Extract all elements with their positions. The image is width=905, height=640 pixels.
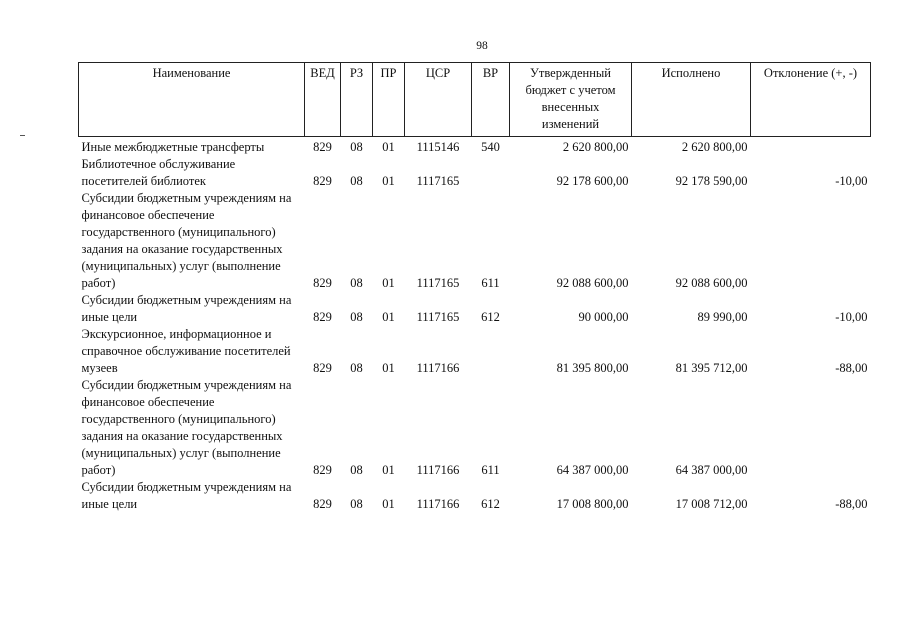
cell-pr: 01 — [382, 463, 395, 477]
cell-name: Экскурсионное, информационное и справочное обслуживание посетителей музеев — [81, 327, 291, 375]
cell-executed: 89 990,00 — [697, 310, 748, 324]
cell-rz: 08 — [350, 140, 363, 154]
cell-ved: 829 — [313, 276, 332, 290]
cell-name: Субсидии бюджетным учреждениям на финансовое обеспечение государственного (муниципального) задания на оказание государственных (муниципальных) услуг (выполнение работ) — [81, 378, 292, 477]
table-header-row — [79, 63, 871, 137]
cell-deviation: -10,00 — [835, 310, 868, 324]
table-row — [79, 326, 871, 377]
cell-vr: 612 — [481, 310, 500, 324]
cell-vr — [472, 156, 510, 190]
budget-table — [78, 62, 871, 513]
cell-approved: 92 088 600,00 — [556, 276, 629, 290]
header-csr: ЦСР — [405, 63, 472, 137]
header-ved: ВЕД — [305, 63, 341, 137]
cell-executed: 64 387 000,00 — [675, 463, 748, 477]
cell-vr: 611 — [481, 463, 500, 477]
table-row — [79, 137, 871, 157]
header-name: Наименование — [79, 63, 305, 137]
cell-approved: 17 008 800,00 — [556, 497, 629, 511]
cell-ved: 829 — [313, 310, 332, 324]
cell-deviation: -88,00 — [835, 497, 868, 511]
cell-approved: 90 000,00 — [578, 310, 629, 324]
cell-rz: 08 — [350, 361, 363, 375]
cell-vr: 611 — [481, 276, 500, 290]
cell-rz: 08 — [350, 463, 363, 477]
table-body — [79, 137, 871, 514]
table-row — [79, 292, 871, 326]
cell-csr: 1117165 — [416, 276, 460, 290]
cell-name: Субсидии бюджетным учреждениям на иные цели — [81, 480, 292, 511]
cell-csr: 1117166 — [416, 463, 460, 477]
cell-executed: 2 620 800,00 — [681, 140, 748, 154]
table-row — [79, 377, 871, 479]
cell-ved: 829 — [313, 497, 332, 511]
table-row — [79, 156, 871, 190]
cell-name: Иные межбюджетные трансферты — [81, 140, 265, 154]
cell-approved: 64 387 000,00 — [556, 463, 629, 477]
cell-vr — [472, 326, 510, 377]
cell-pr: 01 — [382, 140, 395, 154]
cell-rz: 08 — [350, 174, 363, 188]
cell-csr: 1117165 — [416, 174, 460, 188]
cell-pr: 01 — [382, 310, 395, 324]
header-approved: Утвержденный бюджет с учетом внесенных изменений — [510, 63, 632, 137]
cell-deviation — [751, 137, 871, 157]
cell-rz: 08 — [350, 497, 363, 511]
cell-csr: 1117166 — [416, 497, 460, 511]
cell-executed: 92 178 590,00 — [675, 174, 748, 188]
table-row — [79, 479, 871, 513]
cell-deviation: -88,00 — [835, 361, 868, 375]
table-row — [79, 190, 871, 292]
cell-pr: 01 — [382, 174, 395, 188]
cell-approved: 92 178 600,00 — [556, 174, 629, 188]
cell-deviation — [751, 190, 871, 292]
scan-artifact — [20, 135, 25, 136]
header-pr: ПР — [373, 63, 405, 137]
header-vr: ВР — [472, 63, 510, 137]
header-deviation: Отклонение (+, -) — [751, 63, 871, 137]
cell-ved: 829 — [313, 140, 332, 154]
cell-deviation: -10,00 — [835, 174, 868, 188]
cell-pr: 01 — [382, 361, 395, 375]
cell-vr: 612 — [481, 497, 500, 511]
cell-ved: 829 — [313, 361, 332, 375]
cell-executed: 92 088 600,00 — [675, 276, 748, 290]
cell-pr: 01 — [382, 497, 395, 511]
cell-pr: 01 — [382, 276, 395, 290]
cell-csr: 1115146 — [416, 140, 460, 154]
cell-executed: 81 395 712,00 — [675, 361, 748, 375]
cell-csr: 1117166 — [416, 361, 460, 375]
header-executed: Исполнено — [632, 63, 751, 137]
cell-deviation — [751, 377, 871, 479]
cell-ved: 829 — [313, 174, 332, 188]
page-number: 98 — [476, 40, 488, 52]
cell-ved: 829 — [313, 463, 332, 477]
cell-rz: 08 — [350, 276, 363, 290]
cell-approved: 81 395 800,00 — [556, 361, 629, 375]
cell-approved: 2 620 800,00 — [562, 140, 629, 154]
header-rz: РЗ — [341, 63, 373, 137]
cell-vr: 540 — [481, 140, 500, 154]
cell-name: Библиотечное обслуживание посетителей библиотек — [81, 157, 236, 188]
cell-executed: 17 008 712,00 — [675, 497, 748, 511]
cell-name: Субсидии бюджетным учреждениям на финансовое обеспечение государственного (муниципального) задания на оказание государственных (муниципальных) услуг (выполнение работ) — [81, 191, 292, 290]
cell-csr: 1117165 — [416, 310, 460, 324]
cell-rz: 08 — [350, 310, 363, 324]
cell-name: Субсидии бюджетным учреждениям на иные цели — [81, 293, 292, 324]
